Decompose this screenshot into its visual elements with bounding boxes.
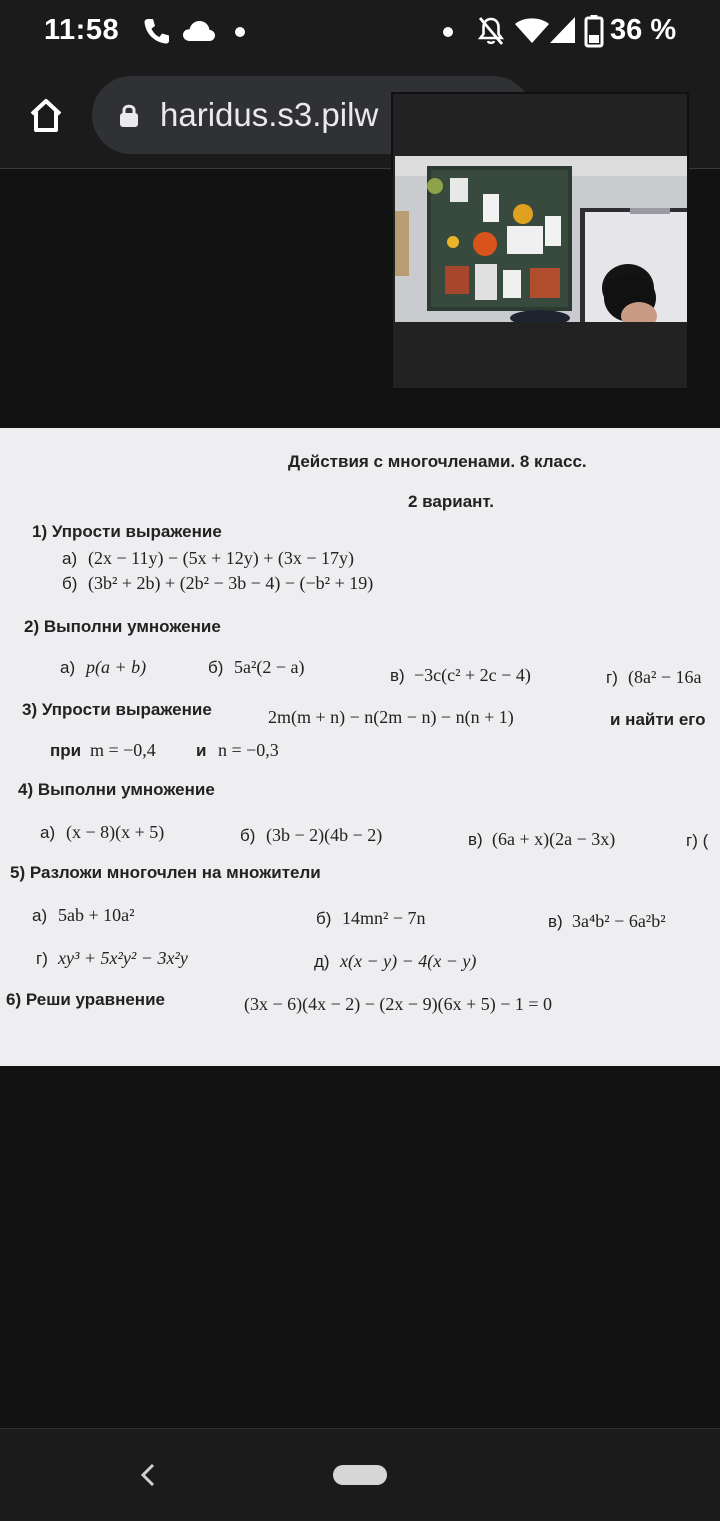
task-5v-label: в) [548,912,563,931]
worksheet-variant: 2 вариант. [408,492,494,511]
status-bar [0,0,720,64]
task-2g-label: г) [606,668,618,687]
task-3-when-label: при [50,741,82,760]
task-1a-expression: (2x − 11y) − (5x + 12y) + (3x − 17y) [88,548,355,568]
task-5a-expression: 5ab + 10a² [58,905,135,925]
worksheet-photo [0,428,720,1066]
dot-icon [234,26,246,38]
task-1b-label: б) [62,574,78,593]
webcam-video [395,156,687,322]
video-overlay[interactable] [391,92,689,390]
task-2v-label: в) [390,666,405,685]
task-1a-label: а) [62,549,78,568]
signal-icon [548,16,576,44]
task-4a-label: а) [40,823,56,842]
task-3-m-value: m = −0,4 [90,740,156,760]
home-gesture-pill[interactable] [333,1465,387,1485]
task-2g-expression: (8a² − 16a [628,667,702,687]
home-button[interactable] [22,92,70,140]
lock-icon [118,102,140,128]
task-4v-label: в) [468,830,483,849]
task-6-heading: 6) Реши уравнение [6,990,165,1009]
task-5a-label: а) [32,906,48,925]
task-2-heading: 2) Выполни умножение [24,617,221,636]
battery-percent: 36 % [610,14,677,46]
battery-icon [584,14,604,48]
task-2b-expression: 5a²(2 − a) [234,657,305,677]
task-5g-expression: xy³ + 5x²y² − 3x²y [58,948,188,968]
task-3-heading: 3) Упрости выражение [22,700,212,719]
task-5d-label: д) [314,952,330,971]
task-5b-expression: 14mn² − 7n [342,908,426,928]
task-3-n-value: n = −0,3 [218,740,279,760]
task-4b-label: б) [240,826,256,845]
worksheet-title: Действия с многочленами. 8 класс. [288,452,587,471]
task-2a-label: а) [60,658,76,677]
task-5v-expression: 3a⁴b² − 6a²b² [572,911,666,931]
chevron-left-icon [136,1461,160,1489]
task-1-heading: 1) Упрости выражение [32,522,222,541]
mute-bell-icon [478,16,504,46]
back-button[interactable] [136,1461,160,1489]
task-3-expression: 2m(m + n) − n(2m − n) − n(n + 1) [268,707,514,727]
task-3-find-text: и найти его [610,710,706,729]
task-5b-label: б) [316,909,332,928]
task-2a-expression: p(a + b) [86,657,147,677]
task-4-heading: 4) Выполни умножение [18,780,215,799]
navigation-bar [0,1428,720,1521]
url-text: haridus.s3.pilw [160,96,379,133]
wifi-icon [514,18,550,44]
task-2b-label: б) [208,658,224,677]
status-time: 11:58 [44,14,120,46]
task-4g-label: г) ( [686,831,709,850]
dot-icon [442,26,454,38]
task-4v-expression: (6a + x)(2a − 3x) [492,829,616,849]
task-5d-expression: x(x − y) − 4(x − y) [340,951,477,971]
task-5-heading: 5) Разложи многочлен на множители [10,863,321,882]
task-1b-expression: (3b² + 2b) + (2b² − 3b − 4) − (−b² + 19) [88,573,374,593]
cloud-icon [182,20,216,42]
task-4b-expression: (3b − 2)(4b − 2) [266,825,383,845]
task-3-and-label: и [196,741,207,760]
phone-icon [142,16,170,46]
task-6-equation: (3x − 6)(4x − 2) − (2x − 9)(6x + 5) − 1 = 0 [244,994,553,1014]
task-2v-expression: −3c(c² + 2c − 4) [414,665,531,685]
home-icon [22,92,70,140]
classroom-video-image [395,156,687,322]
task-4a-expression: (x − 8)(x + 5) [66,822,165,842]
task-5g-label: г) [36,949,48,968]
